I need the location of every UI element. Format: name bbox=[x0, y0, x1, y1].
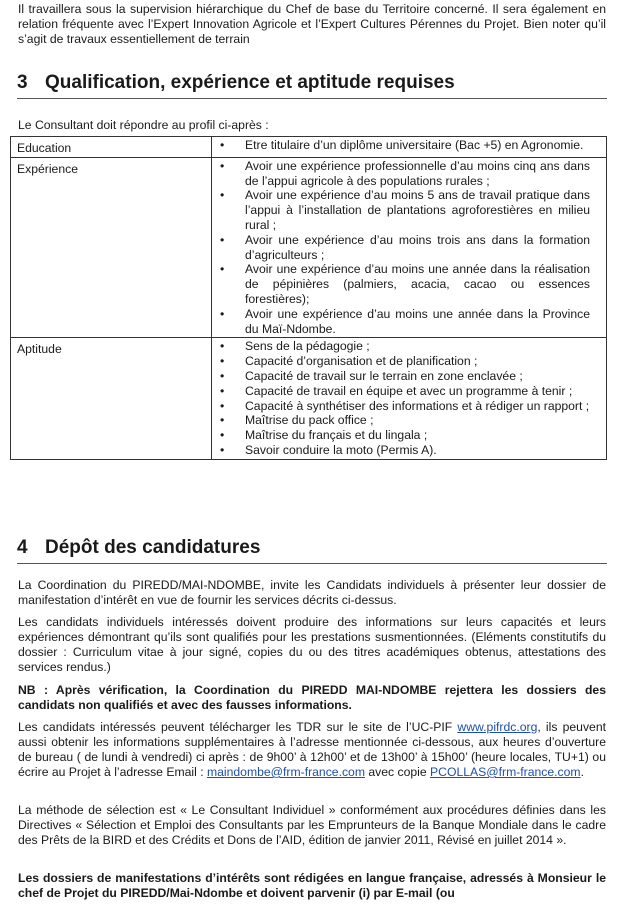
list-item: • Maîtrise du français et du lingala ; bbox=[216, 428, 602, 443]
intro-paragraph: Il travaillera sous la supervision hiérarchique du Chef de base du Territoire concerné. Il sera également en relation fréquente avec l’Expert Innovation Agricole et l’Expert Cultures Pérennes du Projet. Bien noter qu’il s’agit de travaux essentiellement de terrain bbox=[18, 2, 606, 46]
contact-text-3: avec copie bbox=[364, 765, 431, 779]
list-item: • Avoir une expérience d’au moins 5 ans de travail pratique dans l’appui à l’installation de plantations agroforestières en milieu rural ; bbox=[216, 188, 602, 232]
row-content bbox=[212, 338, 607, 459]
list-item: • Savoir conduire la moto (Permis A). bbox=[216, 443, 602, 458]
row-content bbox=[212, 157, 607, 338]
list-item: • Avoir une expérience professionnelle d’au moins cinq ans dans de l’appui agricole à des populations rurales ; bbox=[216, 159, 602, 189]
list-item: • Maîtrise du pack office ; bbox=[216, 413, 602, 428]
row-label: Aptitude bbox=[11, 338, 212, 459]
list-item: • Avoir une expérience d’au moins une année dans la réalisation de pépinières (palmiers, acacia, cacao ou essences forestières); bbox=[216, 262, 602, 306]
section-4-heading bbox=[17, 537, 607, 564]
copy-email-link[interactable]: PCOLLAS@frm-france.com bbox=[430, 765, 581, 779]
table-row-education bbox=[11, 137, 607, 158]
site-link[interactable]: www.pifrdc.org bbox=[457, 720, 538, 734]
email-link[interactable]: maindombe@frm-france.com bbox=[206, 765, 365, 779]
section-3-title: Qualification, expérience et aptitude requises bbox=[45, 72, 455, 93]
contact-paragraph bbox=[18, 720, 606, 780]
list-item: • Capacité de travail sur le terrain en zone enclavée ; bbox=[216, 369, 602, 384]
list-item: • Capacité d’organisation et de planification ; bbox=[216, 354, 602, 369]
section-4-title: Dépôt des candidatures bbox=[45, 537, 261, 558]
list-item: • Etre titulaire d’un diplôme universitaire (Bac +5) en Agronomie. bbox=[216, 138, 602, 153]
section-3-heading bbox=[17, 72, 607, 99]
row-content bbox=[212, 137, 607, 158]
row-label: Expérience bbox=[11, 157, 212, 338]
list-item: • Capacité à synthétiser des informations et à rédiger un rapport ; bbox=[216, 399, 602, 414]
invitation-paragraph: La Coordination du PIREDD/MAI-NDOMBE, invite les Candidats individuels à présenter leur dossier de manifestation d’intérêt en vue de fournir les services décrits ci-dessus. bbox=[18, 578, 606, 607]
selection-method-paragraph: La méthode de sélection est « Le Consultant Individuel » conformément aux procédures définies dans les Directives « Sélection et Emploi des Consultants par les Emprunteurs de la Banque Mondiale dans le cadre des Prêts de la BIRD et des Crédits et Dons de l’AID, édition de janvier 2011, Révisé en juillet 2014 ». bbox=[18, 803, 606, 847]
section-3-number: 3 bbox=[17, 72, 28, 93]
requirements-table bbox=[10, 136, 607, 460]
row-label: Education bbox=[11, 137, 212, 158]
nb-paragraph: NB : Après vérification, la Coordination du PIREDD MAI-NDOMBE rejettera les dossiers des candidats non qualifiés et avec des fausses informations. bbox=[18, 683, 606, 712]
list-item: • Capacité de travail en équipe et avec un programme à tenir ; bbox=[216, 384, 602, 399]
submission-paragraph: Les dossiers de manifestations d’intérêts sont rédigées en langue française, adressés à Monsieur le chef de Projet du PIREDD/Mai-Ndombe et doivent parvenir (i) par E-mail (ou bbox=[18, 871, 606, 900]
list-item: • Avoir une expérience d’au moins une année dans la Province du Maï-Ndombe. bbox=[216, 307, 602, 337]
contact-text-4: . bbox=[580, 765, 584, 779]
profile-caption: Le Consultant doit répondre au profil ci-après : bbox=[18, 118, 269, 132]
section-4-number: 4 bbox=[17, 537, 28, 558]
list-item: • Sens de la pédagogie ; bbox=[216, 339, 602, 354]
qualification-paragraph: Les candidats individuels intéressés doivent produire des informations sur leurs capacités et leurs expériences démontrant qu’ils sont qualifiés pour les prestations susmentionnées. (Eléments constitutifs du dossier : Curriculum vitae à jour signé, copies du ou des titres académiques obtenus, attestations des services rendus.) bbox=[18, 615, 606, 674]
contact-text-2: , ils peuvent aussi obtenir les informations supplémentaires à l’adresse mentionnée ci-dessous, aux heures d’ouverture de bureau ( de lundi à vendredi) ci après : de 9h00’ à 12h00’ et de 13h00’ à 15h00’ (heure locales, TU+1) ou écrire au Projet à l’adresse Email : bbox=[18, 720, 606, 779]
table-row-experience bbox=[11, 157, 607, 338]
list-item: • Avoir une expérience d’au moins trois ans dans la formation d’agriculteurs ; bbox=[216, 233, 602, 263]
table-row-aptitude bbox=[11, 338, 607, 459]
contact-text: Les candidats intéressés peuvent télécharger les TDR sur le site de l’UC-PIF bbox=[18, 720, 458, 734]
